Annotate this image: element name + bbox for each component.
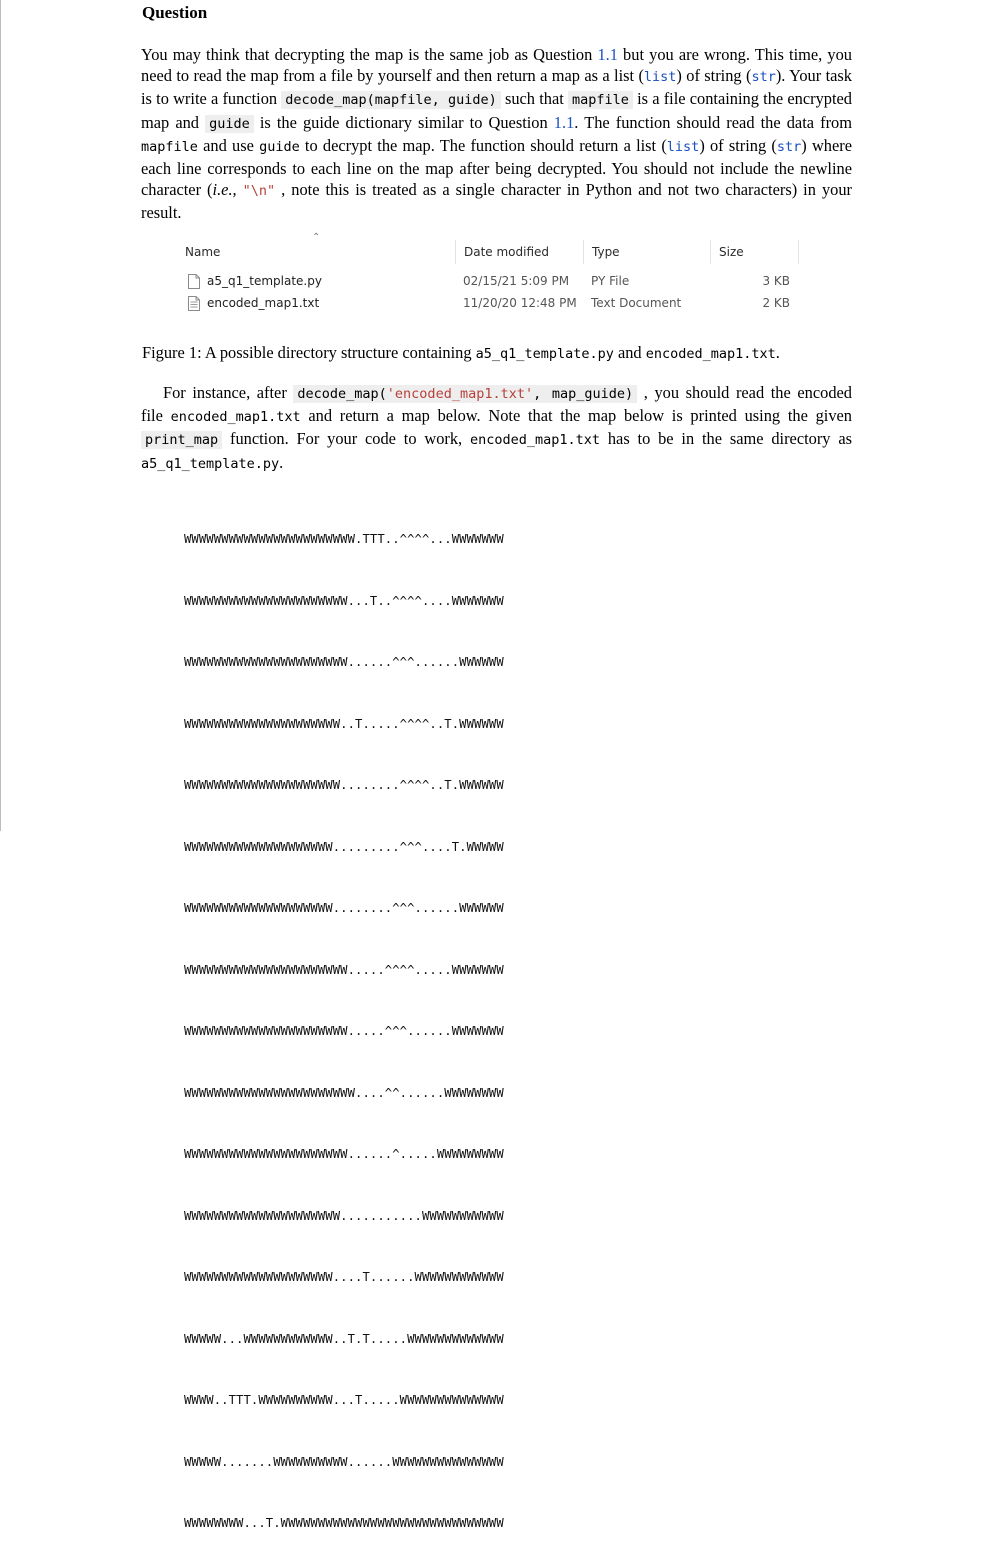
example-paragraph [141, 382, 852, 475]
column-divider [455, 240, 456, 264]
text: function. For your code to work, [222, 429, 470, 449]
text: Figure 1: A possible directory structure containing [142, 343, 476, 362]
question-heading: Question [142, 3, 208, 22]
mono-guide: guide [259, 138, 300, 155]
file-size: 3 KB [762, 274, 790, 288]
file-size: 2 KB [762, 296, 790, 310]
map-line: WWWWWWWWWWWWWWWWWWWWW........^^^^..T.WWWWWW [184, 778, 504, 792]
file-row[interactable] [176, 294, 816, 314]
text: but you are wrong. This time, you need to read the map from a file by yourself and then return a map as a list ( [141, 45, 852, 86]
text: . [775, 343, 780, 362]
file-date: 11/20/20 12:48 PM [463, 296, 577, 310]
text: ). Your task is to write a function [141, 66, 852, 109]
map-line: WWWWWWWWWWWWWWWWWWWWWW......^.....WWWWWWWWW [184, 1147, 504, 1161]
code-string-literal: 'encoded_map1.txt' [386, 386, 534, 402]
map-line: WWWWWWWWWWWWWWWWWWWWW..T.....^^^^..T.WWWWWW [184, 716, 504, 731]
column-header-type[interactable]: Type [592, 245, 620, 259]
inline-code-call [293, 385, 637, 403]
text-file-icon [188, 296, 200, 311]
text: , note this is treated as a single character in Python and not two characters) in your result. [141, 180, 852, 223]
text: and return a map below. Note that the map below is printed using the given [300, 406, 852, 426]
text: is the guide dictionary similar to Question [253, 112, 554, 132]
map-line: WWWWWWWWWWWWWWWWWWWWWW.....^^^^.....WWWWWWW [184, 962, 504, 977]
decoded-map-output [184, 488, 504, 1554]
file-explorer-figure [176, 232, 816, 320]
column-header-size[interactable]: Size [719, 245, 744, 259]
map-line: WWWWWWWWWWWWWWWWWWWWW...........WWWWWWWWWWW [184, 1208, 504, 1223]
mono-filename-2: encoded_map1.txt [469, 432, 601, 449]
inline-code-str: str [751, 69, 776, 86]
map-line: WWWWWWWWWWWWWWWWWWWWWW......^^^......WWWWWW [184, 655, 504, 669]
file-date: 02/15/21 5:09 PM [463, 274, 570, 288]
map-line: WWWWWWWW...T.WWWWWWWWWWWWWWWWWWWWWWWWWWWWWW [184, 1516, 504, 1530]
inline-code-list: list [643, 69, 677, 86]
text: and use [197, 135, 260, 155]
text: has to be in the same directory as [600, 429, 852, 449]
map-line: WWWWWWWWWWWWWWWWWWWWWW.....^^^......WWWWWWW [184, 1024, 504, 1038]
text: . [279, 452, 284, 472]
map-line: WWWW..TTT.WWWWWWWWWW...T.....WWWWWWWWWWWWWW [184, 1393, 504, 1407]
figure-caption [142, 343, 780, 363]
inline-code-print-map: print_map [141, 431, 222, 449]
file-type: Text Document [591, 296, 682, 310]
inline-code-list-2: list [666, 138, 700, 155]
column-divider [798, 240, 799, 264]
text: , you should read the encoded file [141, 383, 852, 426]
file-name: a5_q1_template.py [207, 274, 322, 288]
map-line: WWWWWWWWWWWWWWWWWWWWWWW....^^......WWWWWWWW [184, 1085, 504, 1100]
mono-filename-3: a5_q1_template.py [141, 455, 280, 472]
column-header-name[interactable]: Name [185, 245, 221, 259]
inline-code-str-2: str [776, 138, 802, 155]
map-line: WWWWW...WWWWWWWWWWWW..T.T.....WWWWWWWWWWWWW [184, 1331, 504, 1346]
inline-code-guide: guide [205, 115, 254, 133]
caption-filename-map: encoded_map1.txt [645, 346, 776, 362]
map-line: WWWWWWWWWWWWWWWWWWWW.........^^^....T.WWWWW [184, 839, 504, 854]
question-ref-link-2[interactable]: 1.1 [553, 112, 575, 132]
ie-abbrev: i.e., [212, 180, 237, 200]
newline-literal: "\n" [242, 183, 276, 200]
text: ) of string ( [676, 66, 752, 86]
text: such that [500, 89, 568, 109]
sort-ascending-icon: ⌃ [312, 232, 321, 243]
map-line: WWWWWWWWWWWWWWWWWWWWWW...T..^^^^....WWWWWWW [184, 593, 504, 608]
inline-code-mapfile: mapfile [568, 91, 633, 109]
map-line: WWWWWWWWWWWWWWWWWWWW....T......WWWWWWWWWWWW [184, 1270, 504, 1284]
column-divider [710, 240, 711, 264]
question-ref-link[interactable]: 1.1 [597, 45, 618, 64]
text: ) of string ( [699, 135, 777, 155]
text: You may think that decrypting the map is the same job as Question [141, 45, 598, 64]
code-part: decode_map( [297, 386, 387, 402]
caption-filename-template: a5_q1_template.py [475, 346, 614, 362]
file-type: PY File [591, 274, 630, 288]
text: ) where each line corresponds to each line on the map after being decrypted. You should not include the newline character ( [141, 135, 852, 200]
column-divider [583, 240, 584, 264]
text: is a file containing the encrypted map and [141, 89, 853, 132]
question-paragraph [141, 44, 852, 224]
inline-code-function-signature: decode_map(mapfile, guide) [281, 91, 500, 109]
text: to decrypt the map. The function should return a list ( [299, 135, 667, 155]
map-line: WWWWWWWWWWWWWWWWWWWW........^^^......WWWWWW [184, 901, 504, 915]
code-part: , map_guide) [533, 386, 634, 402]
file-row[interactable] [176, 272, 816, 292]
text: . The function should read the data from [574, 112, 852, 132]
file-name: encoded_map1.txt [207, 296, 320, 310]
mono-filename: encoded_map1.txt [170, 409, 301, 426]
map-line: WWWWW.......WWWWWWWWWW......WWWWWWWWWWWWWWW [184, 1454, 504, 1469]
column-header-date[interactable]: Date modified [464, 245, 550, 259]
page-left-border [0, 0, 1, 831]
text: and [613, 343, 646, 362]
python-file-icon [188, 274, 200, 289]
text: For instance, after [163, 383, 294, 402]
map-line: WWWWWWWWWWWWWWWWWWWWWWW.TTT..^^^^...WWWWWWW [184, 532, 504, 546]
mono-mapfile: mapfile [141, 138, 198, 155]
